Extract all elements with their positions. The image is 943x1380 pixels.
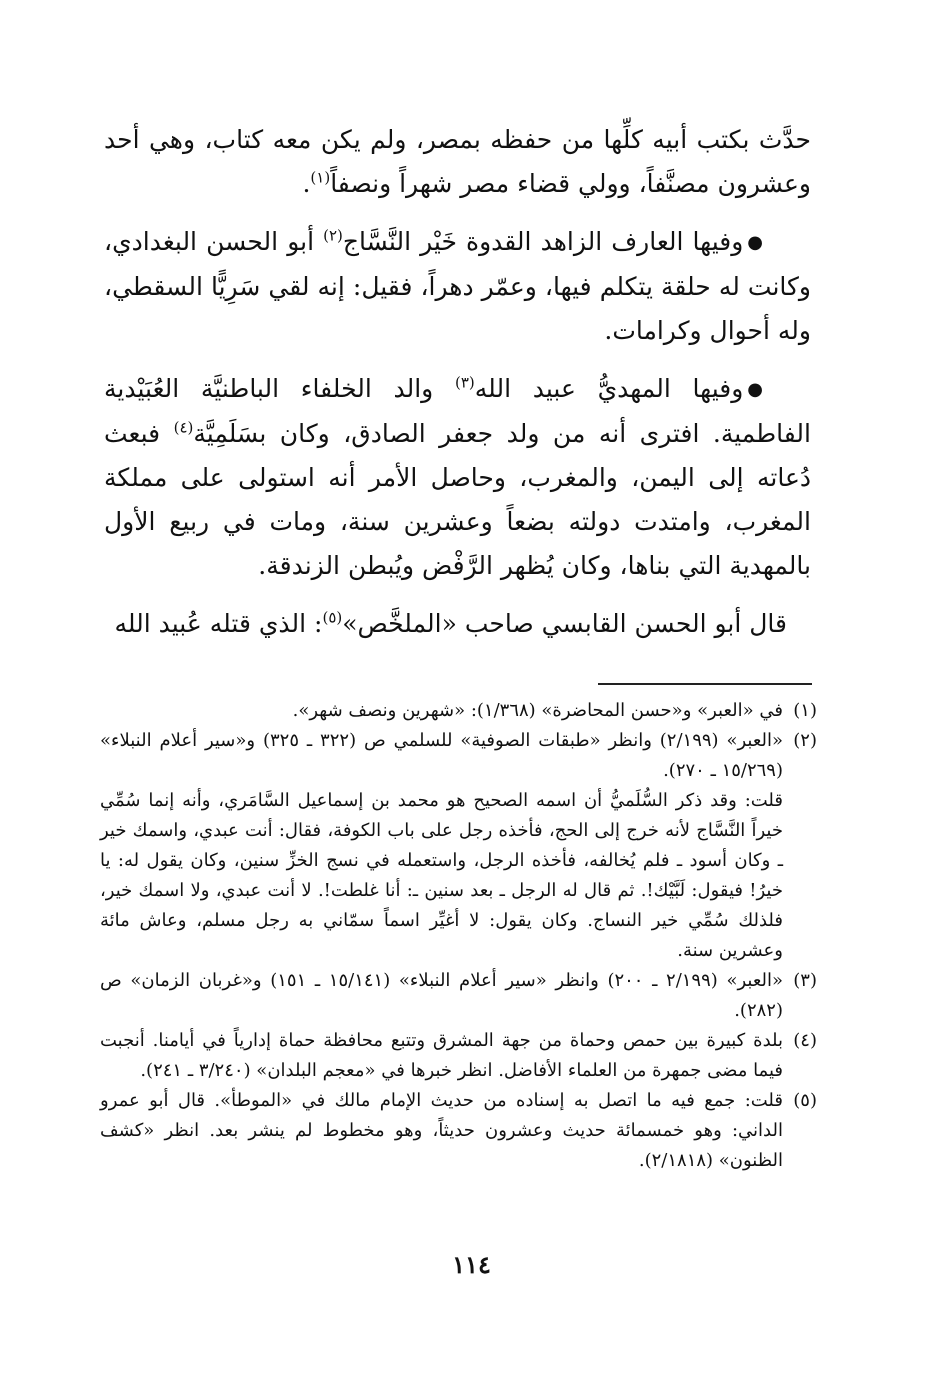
footnote-text: في «العبر» و«حسن المحاضرة» (١/٣٦٨): «شهرين ونصف شهر». <box>292 700 783 721</box>
paragraph-4 <box>104 602 811 646</box>
footnote-number: (٤) <box>793 1030 817 1051</box>
page-number: ١١٤ <box>452 1250 491 1279</box>
footnote-number: (١) <box>793 700 817 721</box>
footnote-text: «العبر» (٢/١٩٩ ـ ٢٠٠) وانظر «سير أعلام النبلاء» (١٥/١٤١ ـ ١٥١) و«غربان الزمان» ص (٢٨٢). <box>100 970 783 1021</box>
bullet-icon: ● <box>747 379 763 400</box>
footnote-ref-4: (٤) <box>173 418 194 437</box>
paragraph-2 <box>104 220 811 353</box>
paragraph-4-text-b: : الذي قتله عُبيد الله <box>114 609 323 638</box>
footnote-ref-1: (١) <box>310 168 331 187</box>
footnote-ref-5: (٥) <box>322 608 343 627</box>
paragraph-2-text-b: أبو الحسن البغدادي، وكانت له حلقة يتكلم فيها، وعمّر دهراً، فقيل: إنه لقي سَرِيًّا السقطي، وله أحوال وكرامات. <box>104 227 811 345</box>
paragraph-3-text-b: والد الخلفاء الباطنيَّة العُبَيْدية الفاطمية. افترى أنه من ولد جعفر الصادق، وكان بسَلَمِيَّة <box>104 374 811 448</box>
footnote-text: بلدة كبيرة بين حمص وحماة من جهة المشرق وتتبع محافظة حماة إدارياً في أيامنا. أنجبت فيما مضى جمهرة من العلماء الأفاضل. انظر خبرها في «معجم البلدان» (٣/٢٤٠ ـ ٢٤١). <box>100 1030 783 1081</box>
footnote-5 <box>100 1086 817 1176</box>
paragraph-3-text-c: فبعث دُعاته إلى اليمن، والمغرب، وحاصل الأمر أنه استولى على مملكة المغرب، وامتدت دولته بضعاً وعشرين سنة، ومات في ربيع الأول بالمهدية التي بناها، وكان يُظهر الرَّفْض ويُبطن الزندقة. <box>104 419 811 580</box>
footnote-4 <box>100 1026 817 1086</box>
footnote-separator <box>598 683 812 685</box>
paragraph-2-text-a: وفيها العارف الزاهد القدوة خَيْر النَّسَّاج <box>342 227 744 256</box>
paragraph-4-text-a: قال أبو الحسن القابسي صاحب «الملخَّص» <box>342 609 787 638</box>
footnote-ref-2: (٢) <box>323 226 343 245</box>
footnotes <box>100 696 817 1176</box>
paragraph-3 <box>104 367 811 588</box>
main-text <box>104 118 811 660</box>
footnote-3 <box>100 966 817 1026</box>
footnote-comment: قلت: وقد ذكر السُّلَميُّ أن اسمه الصحيح هو محمد بن إسماعيل السَّامَري، وأنه إنما سُمِّي خيراً النَّسَّاج لأنه خرج إلى الحج، فأخذه رجل على باب الكوفة، فقال: أنت عبدي، واسمك خير ـ وكان أسود ـ فلم يُخالفه، فأخذه الرجل، واستعمله في نسج الخزِّ سنين، وكان يقول له: يا خيرُ! فيقول: لَبَّيْك!. ثم قال له الرجل ـ بعد سنين ـ: أنا غلطت!. لا أنت عبدي، ولا اسمك خير، فلذلك سُمِّي خير النساج. وكان يقول: لا أغيِّر اسماً سمّاني به رجل مسلم، وعاش مائة وعشرين سنة. <box>100 790 783 961</box>
footnote-1 <box>100 696 817 726</box>
footnote-number: (٣) <box>793 970 817 991</box>
footnote-2 <box>100 726 817 966</box>
footnote-text: قلت: جمع فيه ما اتصل به إسناده من حديث الإمام مالك في «الموطأ». قال أبو عمرو الداني: وهو خمسمائة حديث وعشرون حديثاً، وهو مخطوط لم ينشر بعد. انظر «كشف الظنون» (٢/١٨١٨). <box>100 1090 783 1171</box>
footnote-ref-3: (٣) <box>454 373 475 392</box>
paragraph-1-end: . <box>302 169 311 198</box>
paragraph-1-text: حدَّث بكتب أبيه كلِّها من حفظه بمصر، ولم يكن معه كتاب، وهي أحد وعشرون مصنَّفاً، وولي قضاء مصر شهراً ونصفاً <box>104 125 811 198</box>
footnote-number: (٢) <box>793 730 817 751</box>
footnote-text: «العبر» (٢/١٩٩) وانظر «طبقات الصوفية» للسلمي ص (٣٢٢ ـ ٣٢٥) و«سير أعلام النبلاء» (١٥/٢٦٩ ـ ٢٧٠). <box>100 730 784 781</box>
bullet-icon: ● <box>747 232 763 253</box>
footnote-number: (٥) <box>793 1090 817 1111</box>
paragraph-1 <box>104 118 811 206</box>
paragraph-3-text-a: وفيها المهديُّ عبيد الله <box>474 374 744 403</box>
